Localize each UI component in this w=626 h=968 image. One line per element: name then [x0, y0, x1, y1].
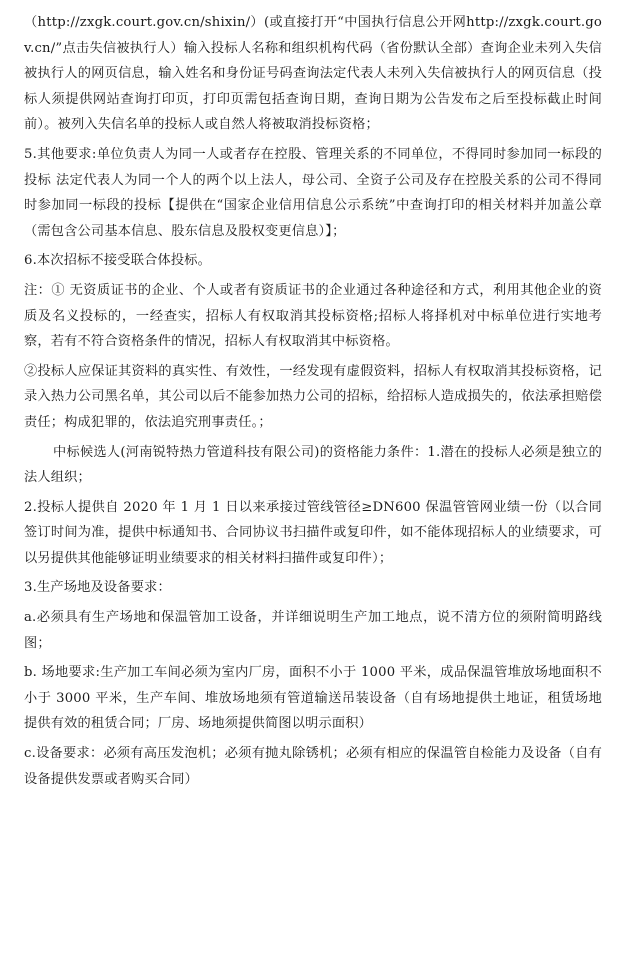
paragraph-equipment-requirements: c.设备要求：必须有高压发泡机；必须有抛丸除锈机；必须有相应的保温管自检能力及设备（自有设备提供发票或者购买合同）: [24, 746, 602, 787]
paragraph-site-equipment-heading: 3.生产场地及设备要求：: [24, 580, 171, 596]
paragraph-no-consortium: 6.本次招标不接受联合体投标。: [24, 253, 212, 269]
paragraph-performance-requirement: 2.投标人提供自 2020 年 1 月 1 日以来承接过管线管径≥DN600 保温管管网业绩一份（以合同签订时间为准，提供中标通知书、合同协议书扫描件或复印件，如不能体现招标人的业绩要求，可以另提供其他能够证明业绩要求的相关材料扫描件或复印件）；: [24, 499, 602, 566]
paragraph-credit-check: （http://zxgk.court.gov.cn/shixin/）(或直接打开“中国执行信息公开网http://zxgk.court.gov.cn/”点击失信被执行人）输入投标人名称和组织机构代码（省份默认全部）查询企业未列入失信被执行人的网页信息，输入姓名和身份证号码查询法定代表人未列入失信被执行人的网页信息（投标人须提供网站查询打印页，打印页需包括查询日期，查询日期为公告发布之后至投标截止时间前）。被列入失信名单的投标人或自然人将被取消投标资格；: [24, 15, 602, 133]
paragraph-other-requirements: 5.其他要求:单位负责人为同一人或者存在控股、管理关系的不同单位，不得同时参加同一标段的投标 法定代表人为同一个人的两个以上法人，母公司、全资子公司及存在控股关系的公司不得同时参加同一标段的投标【提供在“国家企业信用信息公示系统”中查询打印的相关材料并加盖公章（需包含公司基本信息、股东信息及股权变更信息）】；: [24, 146, 602, 239]
paragraph-site-requirements: b. 场地要求:生产加工车间必须为室内厂房，面积不小于 1000 平米，成品保温管堆放场地面积不小于 3000 平米，生产车间、堆放场地须有管道输送吊装设备（自有场地提供土地证，租赁场地提供有效的租赁合同；厂房、场地须提供简图以明示面积）: [24, 665, 602, 732]
paragraph-candidate-qualification: 中标候选人(河南锐特热力管道科技有限公司)的资格能力条件：1.潜在的投标人必须是独立的法人组织；: [24, 444, 602, 486]
paragraph-note-1: 注：① 无资质证书的企业、个人或者有资质证书的企业通过各种途径和方式，利用其他企业的资质及名义投标的，一经查实，招标人有权取消其投标资格;招标人将择机对中标单位进行实地考察，若有不符合资格条件的情况，招标人有权取消其中标资格。: [24, 282, 602, 350]
paragraph-production-site: a.必须具有生产场地和保温管加工设备，并详细说明生产加工地点，说不清方位的须附简明路线图；: [24, 610, 602, 651]
paragraph-note-2: ②投标人应保证其资料的真实性、有效性，一经发现有虚假资料，招标人有权取消其投标资格，记录入热力公司黑名单，其公司以后不能参加热力公司的招标，给招标人造成损失的，依法承担赔偿责任；构成犯罪的，依法追究刑事责任。；: [24, 363, 602, 430]
